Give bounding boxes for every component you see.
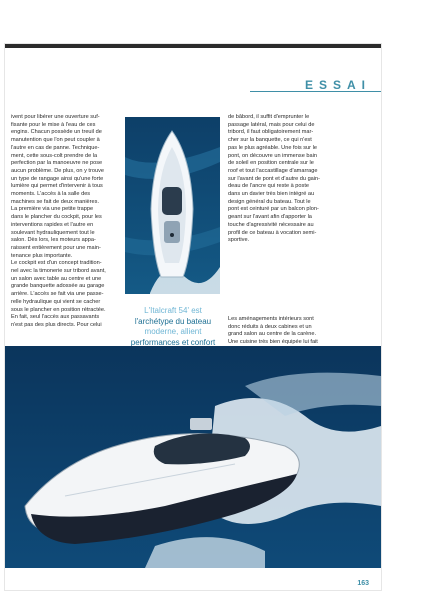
left-column-line: La première via une petite trappe	[11, 206, 94, 213]
left-column-line: un salon avec table au centre et une	[11, 275, 102, 282]
right-column-lower-line: Une cuisine très bien équipée lui fait	[228, 339, 318, 346]
boat-aerial-illustration	[125, 117, 220, 294]
left-column-line: machines se fait de deux manières.	[11, 198, 99, 205]
left-column-line: sous le plancher en position rétractée.	[11, 306, 106, 313]
folio-page-number: 163	[357, 580, 369, 587]
right-text-column-upper	[228, 114, 339, 245]
top-photo-boat-aerial	[125, 117, 220, 294]
left-column-line: En fait, seul l'accès aux passavants	[11, 314, 100, 321]
right-column-upper-line: touche d'agressivité nécessaire au	[228, 221, 314, 228]
right-column-lower-line: grand salon au centre de la carène.	[228, 331, 317, 338]
left-column-line: dans le plancher du cockpit, pour les	[11, 214, 102, 221]
left-column-line: engins. Chacun possède un treuil de	[11, 129, 102, 136]
bottom-photo-boat-running	[5, 346, 381, 568]
section-label: ESSAI	[305, 78, 372, 92]
right-column-upper-line: profil de ce bateau à vocation semi-	[228, 229, 317, 236]
left-column-line: l'autre en cas de panne. Technique-	[11, 144, 100, 151]
right-column-upper-line: de soleil en position centrale sur le	[228, 160, 314, 167]
left-column-line: soulevant hydrauliquement tout le	[11, 229, 95, 236]
right-column-upper-line: de bâbord, il suffit d'emprunter le	[228, 114, 310, 120]
page-folio	[354, 580, 369, 587]
right-column-upper-line: geant sur l'avant afin d'apporter la	[228, 214, 312, 221]
left-text-column	[11, 114, 119, 330]
left-column-line: raissent entièrement pour une main-	[11, 244, 101, 251]
right-column-upper-line: pas le plus agréable. Une fois sur le	[228, 144, 317, 151]
left-column-line: nel avec la timonerie sur tribord avant,	[11, 268, 106, 275]
left-column-line: ment, cette sous-colt prendre de la	[11, 152, 98, 159]
left-column-line: manutention que l'on peut coupler à	[11, 137, 100, 144]
left-column-line: ivent pour libérer une ouverture suf-	[11, 114, 100, 120]
left-column-line: moments. L'accès à la salle des	[11, 191, 91, 198]
left-column-line: relle hydraulique qui vient se cacher	[11, 298, 101, 305]
right-column-upper-line: pont est ceinturé par un balcon plon-	[228, 206, 319, 213]
left-column-line: arrière. L'accès se fait via une passe-	[11, 291, 104, 298]
pull-quote-line-4: performances et confort	[130, 337, 216, 347]
right-column-upper-line: deau de l'ancre qui reste à poste	[228, 183, 309, 190]
left-column-line: Le cockpit est d'un concept tradition-	[11, 260, 102, 267]
right-column-lower-line: donc réduits à deux cabines et un	[228, 323, 312, 330]
right-column-upper-line: dans un davier très bien intégré au	[228, 191, 315, 198]
pull-quote-line-3: moderne, allient	[144, 327, 202, 336]
magazine-page	[5, 44, 381, 590]
left-column-line: un type de rangage ainsi qu'une forte	[11, 175, 104, 182]
right-column-upper-line: sur l'avant de pont et d'autre du gain-	[228, 175, 321, 182]
boat-running-illustration	[5, 346, 381, 568]
left-column-line: salon. Dès lors, les moteurs appa-	[11, 237, 96, 244]
right-column-upper-line: sportive.	[228, 237, 250, 244]
left-column-line: n'est pas des plus directs. Pour celui	[11, 321, 102, 328]
right-column-upper-line: cher sur la banquette, ce qui n'est	[228, 137, 312, 144]
right-column-upper-line: roof et tout l'accastillage d'amarrage	[228, 167, 318, 174]
left-column-line: aucun problème. De plus, on y trouve	[11, 167, 104, 174]
right-column-upper-line: pont, on découvre un immense bain	[228, 152, 317, 159]
left-column-line: grande banquette adossée au garage	[11, 283, 105, 290]
right-column-upper-line: tribord, il faut obligatoirement mar-	[228, 129, 314, 136]
right-column-lower-line: Les aménagements intérieurs sont	[228, 316, 314, 322]
right-column-upper-line: design général du bateau. Tout le	[228, 198, 311, 205]
left-column-line: interventions rapides et l'autre en	[11, 221, 94, 228]
left-column-line: fisante pour le mise à l'eau de ces	[11, 121, 96, 128]
pull-quote-line-1: L'Italcraft 54' est	[144, 306, 202, 315]
left-column-line: tenance plus importante.	[11, 252, 73, 259]
right-column-upper-line: passage latéral, mais pour celui de	[228, 121, 315, 128]
left-column-line: perfection par la manoeuvre ne pose	[11, 160, 103, 167]
left-column-line: lumière qui permet d'intervenir à tous	[11, 183, 103, 190]
pull-quote-line-2: l'archétype du bateau	[134, 316, 212, 326]
